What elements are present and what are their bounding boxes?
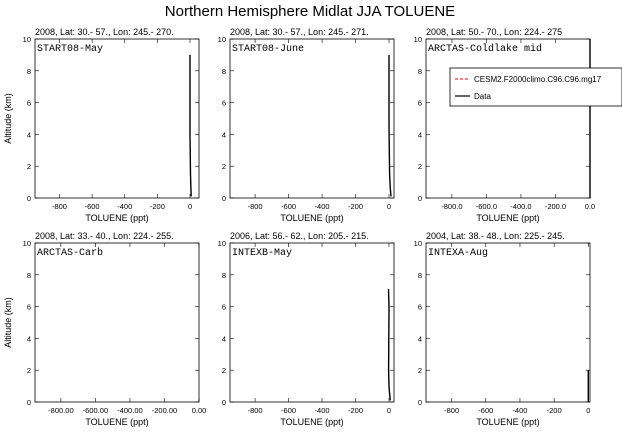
x-tick-label: -400.00: [117, 406, 143, 415]
legend-model-label: CESM2.F2000climo.C96.C96.mg17: [474, 75, 602, 84]
x-tick-label: -800.0: [441, 202, 463, 211]
x-tick-label: -600: [281, 202, 297, 211]
panel-5: [218, 231, 394, 427]
plot-frame: [426, 39, 590, 198]
x-tick-label: -600: [281, 406, 297, 415]
y-tick-label: 2: [417, 162, 422, 172]
x-tick-label: -200: [348, 202, 364, 211]
y-tick-label: 2: [26, 366, 31, 376]
x-tick-label: -800: [247, 406, 263, 415]
y-tick-label: 10: [217, 239, 226, 248]
x-tick-label: -200: [546, 406, 562, 415]
x-tick-label: -400: [314, 202, 330, 211]
x-tick-label: -600.0: [475, 202, 498, 211]
y-tick-label: 0: [417, 398, 422, 407]
y-tick-label: 0: [221, 194, 226, 203]
plot-frame: [426, 243, 590, 402]
y-tick-label: 6: [417, 302, 422, 312]
y-tick-label: 4: [221, 130, 226, 140]
y-tick-label: 8: [26, 270, 31, 280]
data-line: [389, 55, 391, 197]
panel-1: [3, 27, 199, 223]
panel-6: [414, 231, 591, 427]
y-tick-label: 4: [26, 334, 31, 344]
y-tick-label: 8: [417, 66, 422, 76]
x-tick-label: -400: [512, 406, 528, 415]
campaign-label: START08-May: [37, 44, 104, 55]
x-axis-label: TOLUENE (ppt): [476, 417, 540, 427]
x-tick-label: -200.00: [151, 406, 178, 415]
y-tick-label: 4: [26, 130, 31, 140]
y-tick-label: 10: [413, 35, 422, 44]
y-tick-label: 6: [417, 98, 422, 108]
x-tick-label: -200: [149, 202, 165, 211]
panel-title: 2008, Lat: 30.- 57., Lon: 245.- 271.: [230, 27, 369, 37]
plot-frame: [35, 243, 199, 402]
x-tick-label: 0.00: [191, 406, 207, 415]
y-tick-label: 10: [217, 35, 226, 44]
panel-3: [414, 27, 596, 223]
x-tick-label: 0: [187, 202, 193, 211]
y-tick-label: 2: [221, 366, 226, 376]
x-axis-label: TOLUENE (ppt): [280, 417, 344, 427]
y-tick-label: 2: [417, 366, 422, 376]
campaign-label: ARCTAS-Carb: [37, 248, 104, 259]
plot-frame: [230, 243, 394, 402]
y-tick-label: 4: [221, 334, 226, 344]
y-tick-label: 10: [22, 239, 31, 248]
x-tick-label: -600.00: [82, 406, 109, 415]
y-tick-label: 4: [417, 334, 422, 344]
x-axis-label: TOLUENE (ppt): [85, 417, 149, 427]
y-axis-label: Altitude (km): [3, 93, 13, 144]
panel-title: 2008, Lat: 50.- 70., Lon: 224.- 275: [426, 27, 563, 37]
plot-frame: [230, 39, 394, 198]
panel-title: 2008, Lat: 30.- 57., Lon: 245.- 270.: [35, 27, 174, 37]
x-tick-label: 0.0: [584, 202, 596, 211]
panel-4: [3, 231, 206, 427]
data-line: [190, 55, 191, 197]
x-tick-label: 0: [386, 406, 392, 415]
y-tick-label: 0: [417, 194, 422, 203]
x-tick-label: -800: [51, 202, 67, 211]
x-tick-label: -400.0: [510, 202, 532, 211]
y-tick-label: 8: [221, 270, 226, 280]
figure-title: Northern Hemisphere Midlat JJA TOLUENE: [164, 3, 456, 20]
y-tick-label: 6: [26, 98, 31, 108]
x-tick-label: 0: [586, 406, 591, 415]
x-tick-label: 0: [386, 202, 392, 211]
x-tick-label: -200: [348, 406, 364, 415]
x-axis-label: TOLUENE (ppt): [85, 213, 149, 223]
y-tick-label: 8: [221, 66, 226, 76]
plot-frame: [35, 39, 199, 198]
x-tick-label: -600: [478, 406, 494, 415]
panel-title: 2004, Lat: 38.- 48., Lon: 225.- 245.: [426, 231, 565, 241]
campaign-label: ARCTAS-Coldlake mid: [428, 44, 543, 55]
y-tick-label: 4: [417, 130, 422, 140]
panel-title: 2008, Lat: 33.- 40., Lon: 224.- 255.: [35, 231, 174, 241]
y-tick-label: 10: [413, 239, 422, 248]
x-tick-label: -800.00: [48, 406, 74, 415]
y-tick-label: 0: [26, 194, 31, 203]
panel-2: [218, 27, 394, 223]
y-tick-label: 6: [221, 98, 226, 108]
y-tick-label: 2: [221, 162, 226, 172]
y-tick-label: 0: [26, 398, 31, 407]
legend-data-label: Data: [474, 92, 491, 101]
x-axis-label: TOLUENE (ppt): [280, 213, 344, 223]
data-line: [389, 289, 391, 400]
x-tick-label: -400: [314, 406, 330, 415]
y-tick-label: 6: [26, 302, 31, 312]
y-tick-label: 0: [221, 398, 226, 407]
x-tick-label: -400: [117, 202, 133, 211]
y-tick-label: 2: [26, 162, 31, 172]
y-tick-label: 8: [26, 66, 31, 76]
legend: [450, 68, 622, 106]
x-tick-label: -200.0: [544, 202, 567, 211]
campaign-label: INTEXB-May: [232, 248, 293, 259]
panel-title: 2006, Lat: 56.- 62., Lon: 205.- 215.: [230, 231, 369, 241]
x-tick-label: -800: [247, 202, 263, 211]
x-tick-label: -600: [84, 202, 100, 211]
y-tick-label: 8: [417, 270, 422, 280]
x-tick-label: -800: [444, 406, 460, 415]
campaign-label: START08-June: [232, 44, 305, 55]
y-tick-label: 10: [22, 35, 31, 44]
y-tick-label: 6: [221, 302, 226, 312]
x-axis-label: TOLUENE (ppt): [476, 213, 540, 223]
y-axis-label: Altitude (km): [3, 297, 13, 348]
campaign-label: INTEXA-Aug: [428, 248, 489, 259]
